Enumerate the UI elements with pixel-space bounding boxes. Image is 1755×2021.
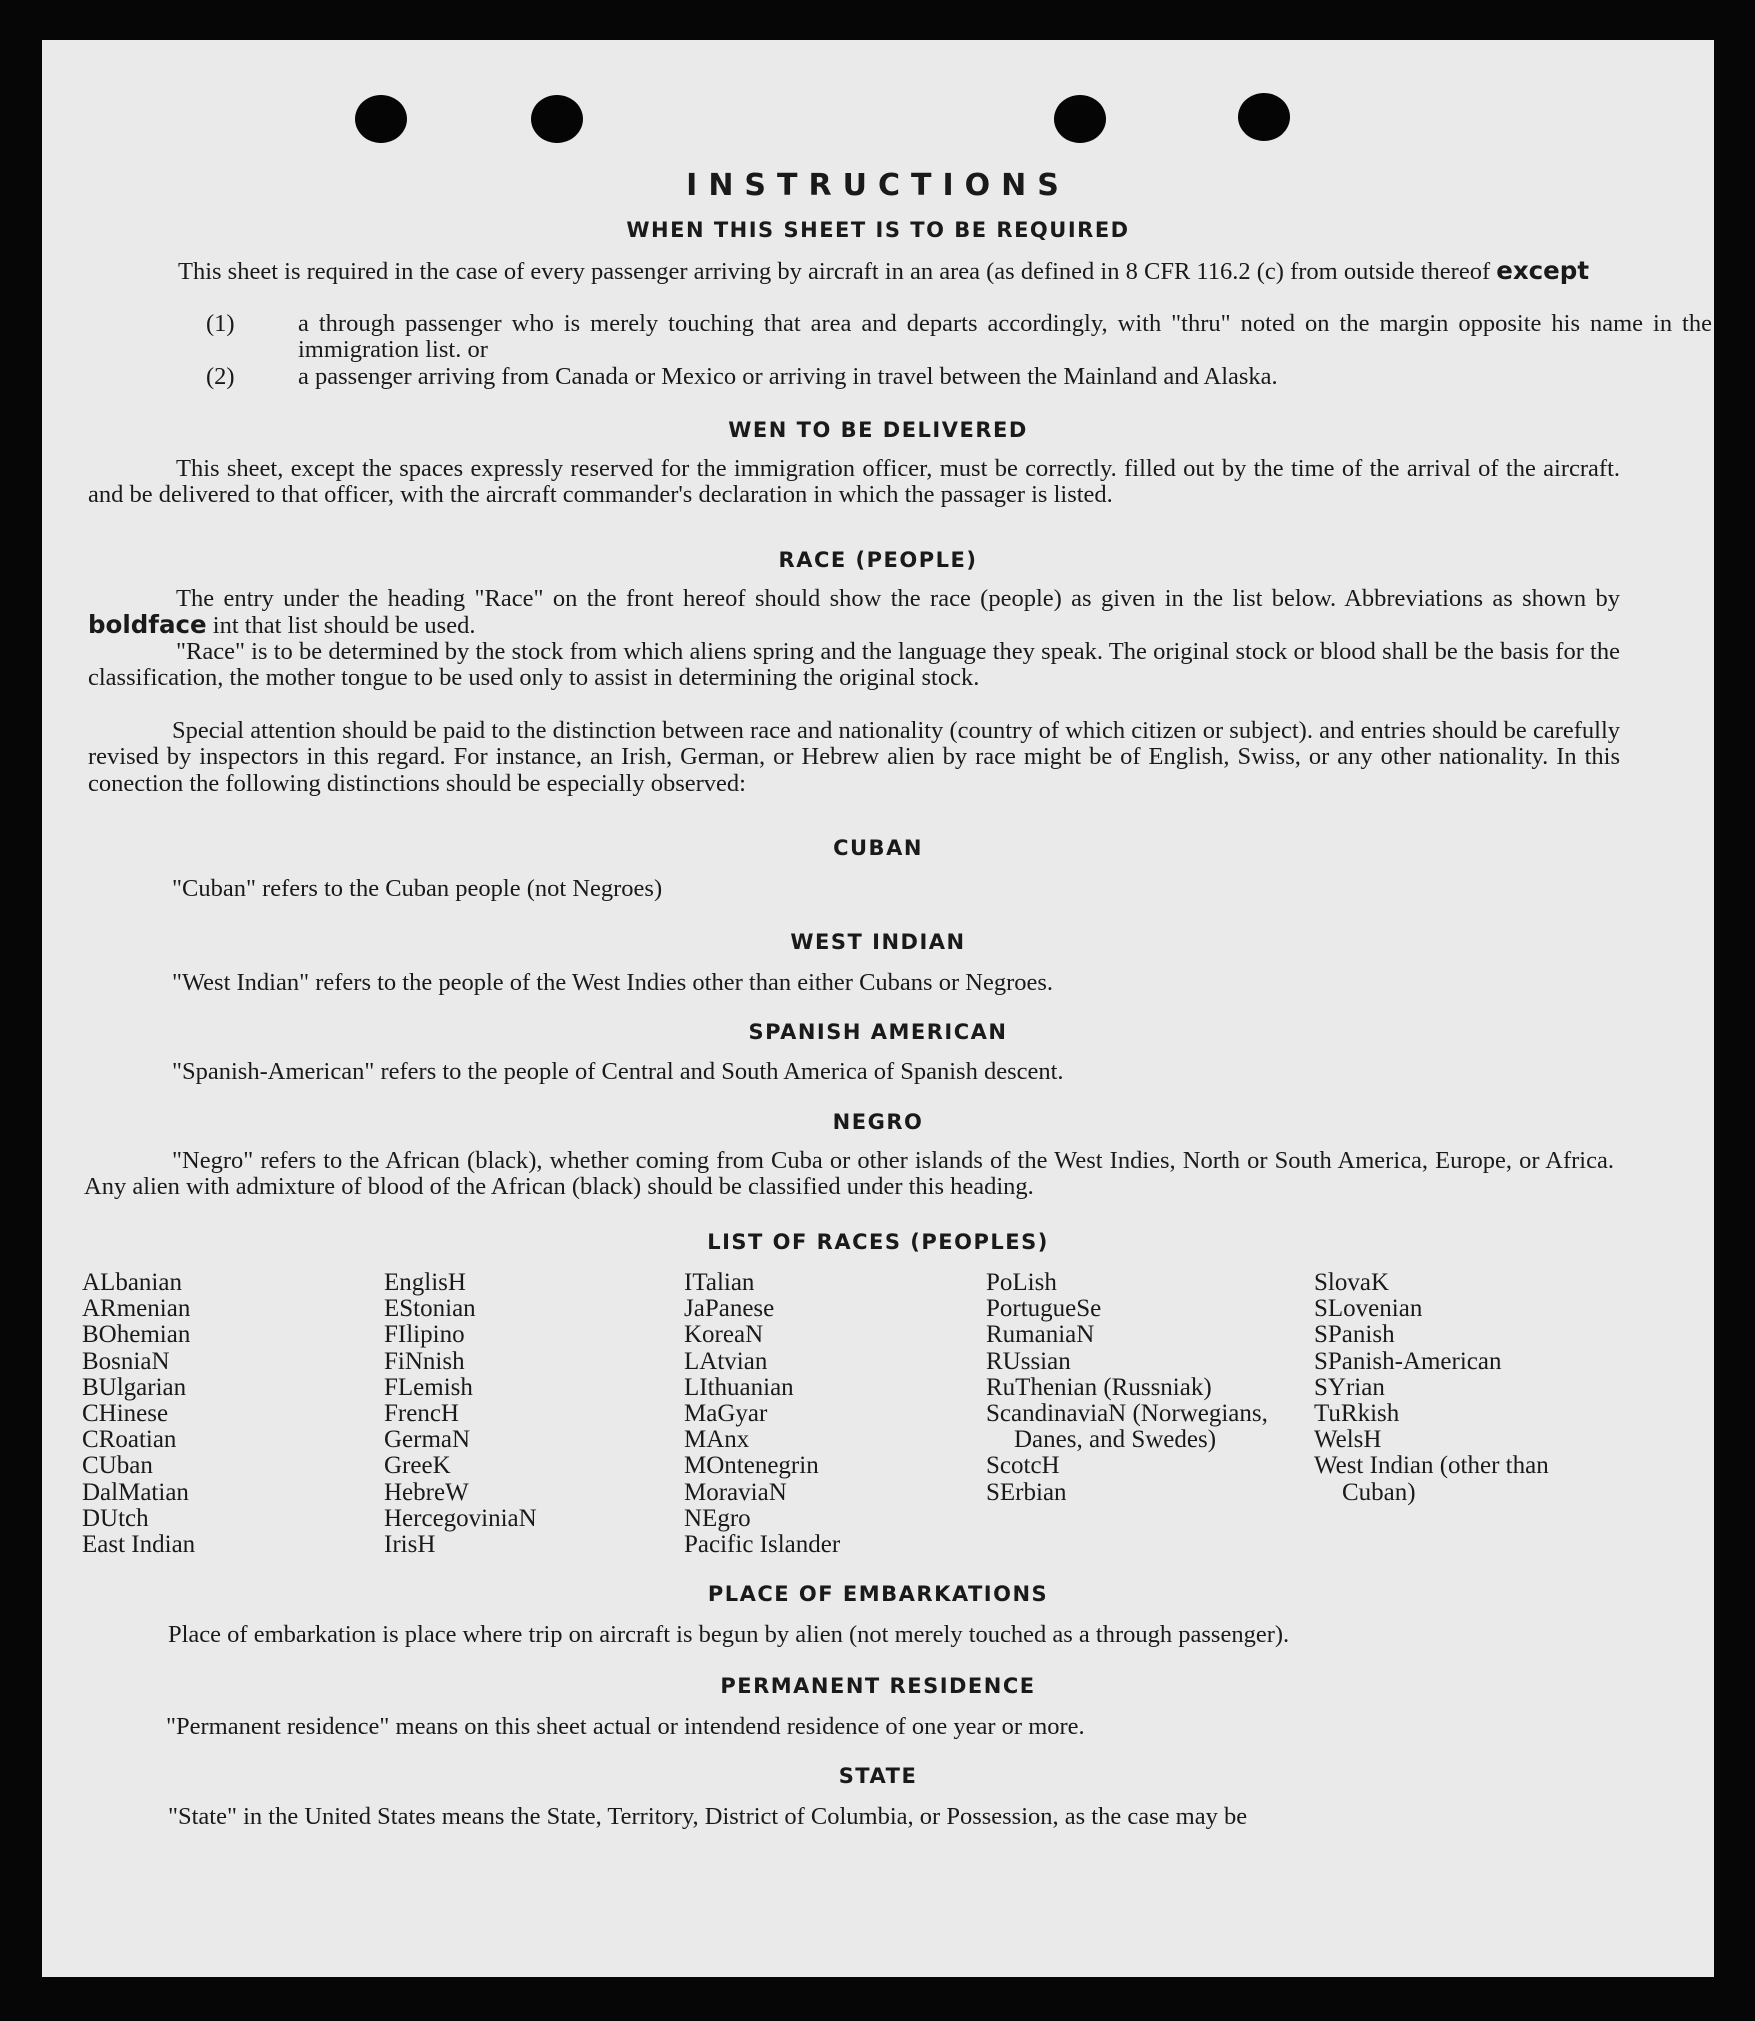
race-item: LAtvian xyxy=(684,1347,768,1375)
race-item: CHinese xyxy=(82,1400,169,1428)
heading-race: RACE (PEOPLE) xyxy=(778,548,978,572)
race-item: LIthuanian xyxy=(684,1373,794,1401)
race-item: FIlipino xyxy=(384,1321,465,1349)
paragraph-race-2: "Race" is to be determined by the stock from which aliens spring and the language they speak. The original stock or blood shall be the basis for the classification, the mother tongue to be used only to assist in determining the original stock. xyxy=(88,638,1620,692)
punch-hole xyxy=(1238,93,1290,141)
race-item: RUssian xyxy=(986,1347,1071,1375)
paragraph-west-indian: "West Indian" refers to the people of the West Indies other than either Cubans or Negroes. xyxy=(172,969,1054,996)
heading-embarkation: PLACE OF EMBARKATIONS xyxy=(707,1582,1049,1606)
races-column-3 xyxy=(684,1270,840,1558)
race-item: DUtch xyxy=(82,1504,149,1532)
except-word: except xyxy=(1496,256,1590,285)
race-item: SlovaK xyxy=(1314,1269,1389,1296)
races-column-1 xyxy=(82,1270,195,1558)
race-item: ScandinaviaN (Norwegians, Danes, and Swedes) xyxy=(986,1400,1268,1454)
race-item: WelsH xyxy=(1314,1426,1382,1454)
race-item: BUlgarian xyxy=(82,1373,187,1401)
heading-races-list: LIST OF RACES (PEOPLES) xyxy=(707,1230,1049,1254)
paragraph-negro: "Negro" refers to the African (black), whether coming from Cuba or other islands of the West Indies, North or South America, Europe, or Africa. Any alien with admixture of blood of the African (black) should be classified under this heading. xyxy=(84,1147,1614,1201)
race-item: GermaN xyxy=(384,1426,471,1454)
race-item: PoLish xyxy=(986,1269,1057,1296)
race-item: FLemish xyxy=(384,1373,473,1401)
paragraph-residence: "Permanent residence" means on this sheet actual or intendend residence of one year or more. xyxy=(166,1713,1085,1740)
race-item: SErbian xyxy=(986,1478,1067,1506)
heading-residence: PERMANENT RESIDENCE xyxy=(720,1674,1036,1698)
paragraph-state: "State" in the United States means the State, Territory, District of Columbia, or Possession, as the case may be xyxy=(168,1803,1248,1830)
heading-spanish-american: SPANISH AMERICAN xyxy=(748,1020,1008,1044)
race-item: DalMatian xyxy=(82,1478,189,1506)
race-item: BOhemian xyxy=(82,1321,191,1349)
race-item: JaPanese xyxy=(684,1295,775,1323)
exception-item-2: (2) a passenger arriving from Canada or Mexico or arriving in travel between the Mainland and Alaska. xyxy=(206,363,1278,390)
punch-hole xyxy=(355,95,407,143)
race-item: EStonian xyxy=(384,1295,476,1323)
heading-when-delivered: WEN TO BE DELIVERED xyxy=(728,418,1028,442)
race-item: ITalian xyxy=(684,1269,755,1296)
paragraph-embarkation: Place of embarkation is place where trip on aircraft is begun by alien (not merely touched as a through passenger). xyxy=(168,1621,1290,1648)
race-item: HercegoviniaN xyxy=(384,1504,537,1532)
race-item: MOntenegrin xyxy=(684,1452,819,1480)
race-item: ARmenian xyxy=(82,1295,191,1323)
race-item: FiNnish xyxy=(384,1347,465,1375)
paragraph-when-required: This sheet is required in the case of every passenger arriving by aircraft in an area (as defined in 8 CFR 116.2 (c) from outside thereof except xyxy=(178,256,1590,285)
race-item: BosniaN xyxy=(82,1347,170,1375)
heading-west-indian: WEST INDIAN xyxy=(790,930,966,954)
race-item: East Indian xyxy=(82,1531,196,1559)
race-item: SPanish-American xyxy=(1314,1347,1502,1375)
heading-cuban: CUBAN xyxy=(833,836,923,860)
race-item: PortugueSe xyxy=(986,1295,1102,1323)
race-item: CUban xyxy=(82,1452,153,1480)
race-item: West Indian (other than Cuban) xyxy=(1314,1452,1549,1506)
race-item: KoreaN xyxy=(684,1321,764,1349)
document-page xyxy=(42,40,1714,1977)
paragraph-race-3: Special attention should be paid to the distinction between race and nationality (country of which citizen or subject). and entries should be carefully revised by inspectors in this regard. For instance, an Irish, German, or Hebrew alien by race might be of English, Swiss, or any other nationality. In this conection the following distinctions should be especially observed: xyxy=(88,717,1620,797)
race-item: SYrian xyxy=(1314,1373,1385,1401)
paragraph-race-1: The entry under the heading "Race" on the front hereof should show the race (people) as given in the list below. Abbreviations as shown by boldface int that list should be used. xyxy=(88,585,1620,640)
paragraph-when-delivered: This sheet, except the spaces expressly reserved for the immigration officer, must be correctly. filled out by the time of the arrival of the aircraft. and be delivered to that officer, with the aircraft commander's declaration in which the passager is listed. xyxy=(88,455,1620,509)
race-item: SPanish xyxy=(1314,1321,1395,1349)
race-item: MAnx xyxy=(684,1426,750,1454)
race-item: HebreW xyxy=(384,1478,469,1506)
exception-item-1: (1) a through passenger who is merely touching that area and departs accordingly, with "thru" noted on the margin opposite his name in the immigration list. or xyxy=(206,310,1712,364)
punch-hole xyxy=(531,95,583,143)
race-item: MoraviaN xyxy=(684,1478,787,1506)
heading-negro: NEGRO xyxy=(832,1110,924,1134)
races-column-2 xyxy=(384,1270,537,1558)
races-column-4 xyxy=(986,1270,1286,1506)
race-item: CRoatian xyxy=(82,1426,177,1454)
race-item: ALbanian xyxy=(82,1269,182,1296)
race-item: MaGyar xyxy=(684,1400,768,1428)
page-title: INSTRUCTIONS xyxy=(686,168,1070,203)
race-item: NEgro xyxy=(684,1504,751,1532)
races-column-5 xyxy=(1314,1270,1614,1506)
boldface-word: boldface xyxy=(88,610,207,640)
race-item: SLovenian xyxy=(1314,1295,1423,1323)
race-item: IrisH xyxy=(384,1531,436,1559)
race-item: ScotcH xyxy=(986,1452,1060,1480)
race-item: RumaniaN xyxy=(986,1321,1095,1349)
race-item: RuThenian (Russniak) xyxy=(986,1373,1212,1401)
race-item: GreeK xyxy=(384,1452,451,1480)
race-item: Pacific Islander xyxy=(684,1531,841,1559)
heading-when-required: WHEN THIS SHEET IS TO BE REQUIRED xyxy=(626,218,1130,242)
race-item: FrencH xyxy=(384,1400,459,1428)
race-item: EnglisH xyxy=(384,1269,466,1296)
race-item: TuRkish xyxy=(1314,1400,1400,1428)
punch-hole xyxy=(1054,95,1106,143)
paragraph-cuban: "Cuban" refers to the Cuban people (not Negroes) xyxy=(172,875,663,902)
heading-state: STATE xyxy=(838,1764,918,1788)
paragraph-spanish-american: "Spanish-American" refers to the people of Central and South America of Spanish descent. xyxy=(172,1058,1064,1085)
